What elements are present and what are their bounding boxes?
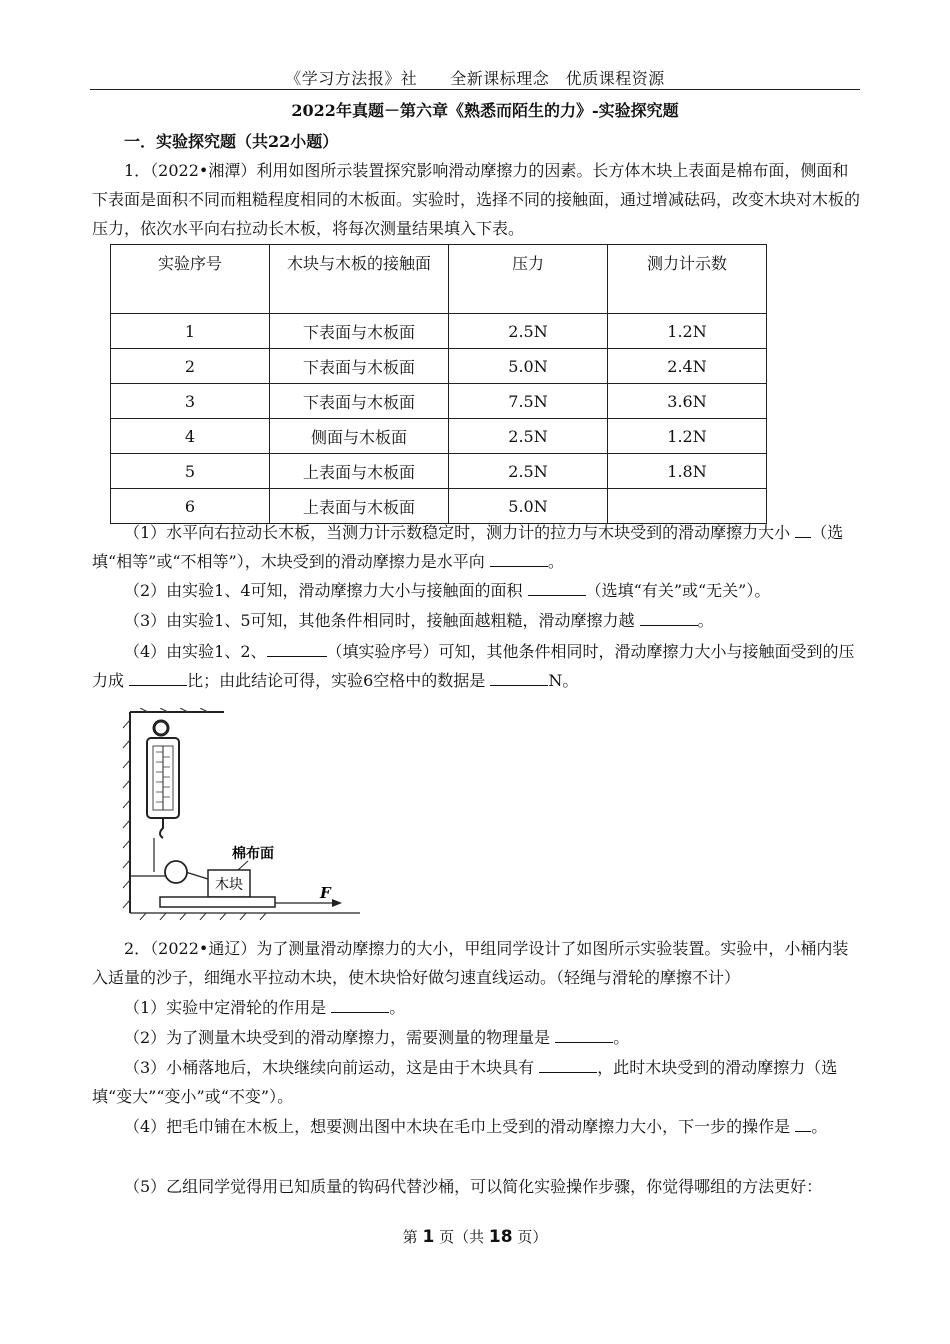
table-cell: 1.8N <box>608 454 767 489</box>
q1-part4-text-a: （4）由实验1、2、 <box>124 642 267 661</box>
q1-part1 <box>92 518 860 576</box>
q2-part2 <box>92 1023 860 1052</box>
header-divider <box>90 89 860 90</box>
table-cell: 5 <box>111 454 270 489</box>
q2-part2-text-a: （2）为了测量木块受到的滑动摩擦力，需要测量的物理量是 <box>124 1028 551 1047</box>
q2-part4-text-b: 。 <box>811 1117 828 1136</box>
spring-scale <box>147 721 179 838</box>
footer-suffix: 页） <box>517 1228 548 1246</box>
footer-middle: 页（共 <box>439 1228 485 1246</box>
table-cell: 下表面与木板面 <box>270 314 449 349</box>
cloth-surface-label: 棉布面 <box>232 846 274 862</box>
table-row <box>111 314 767 349</box>
q1-part3 <box>92 606 860 635</box>
table-cell: 2.5N <box>449 419 608 454</box>
block-label: 木块 <box>215 877 243 893</box>
q2-part4-text-a: （4）把毛巾铺在木板上，想要测出图中木块在毛巾上受到的滑动摩擦力大小，下一步的操作是 <box>124 1117 791 1136</box>
friction-apparatus-figure <box>120 708 360 920</box>
q1-part1-text-b: （选填“相等”或“不相等”），木块受到的滑动摩擦力是水平向 <box>92 523 844 571</box>
answer-blank[interactable] <box>129 671 187 686</box>
q1-part4-text-b: （填实验序号）可知，其他条件相同时，滑动摩擦力大小与接触面受到的压力成 <box>92 642 855 690</box>
answer-blank[interactable] <box>539 1058 597 1073</box>
table-header-cell: 测力计示数 <box>608 245 767 314</box>
table-cell: 2.5N <box>449 454 608 489</box>
q2-part5: （5）乙组同学觉得用已知质量的钩码代替沙桶，可以简化实验操作步骤，你觉得哪组的方法更好： <box>124 1177 823 1196</box>
pulley <box>165 861 187 883</box>
answer-blank[interactable] <box>490 552 548 567</box>
q1-part2-text-a: （2）由实验1、4可知，滑动摩擦力大小与接触面的面积 <box>124 581 523 600</box>
table-cell: 7.5N <box>449 384 608 419</box>
table-cell: 下表面与木板面 <box>270 384 449 419</box>
table-cell: 3.6N <box>608 384 767 419</box>
force-arrow-icon <box>275 899 342 907</box>
table-cell: 4 <box>111 419 270 454</box>
table-row <box>111 419 767 454</box>
q1-part4-text-c: 比；由此结论可得，实验6空格中的数据是 <box>187 671 486 690</box>
table-cell: 1 <box>111 314 270 349</box>
page-header: 《学习方法报》社 全新课标理念 优质课程资源 <box>285 69 665 88</box>
table-cell: 1.2N <box>608 419 767 454</box>
q2-part3-text-b: ，此时木块受到的滑动摩擦力 <box>597 1058 806 1077</box>
table-cell: 2.4N <box>608 349 767 384</box>
q1-part2-text-b: （选填“有关”或“无关”）。 <box>585 581 771 600</box>
table-cell: 3 <box>111 384 270 419</box>
answer-blank[interactable] <box>640 611 698 626</box>
q1-part3-text-b: 。 <box>697 611 714 630</box>
page-footer <box>0 1226 950 1247</box>
table-row <box>111 384 767 419</box>
total-pages: 18 <box>488 1227 513 1247</box>
answer-blank[interactable] <box>795 1117 811 1132</box>
q1-part4-text-d: N。 <box>548 671 579 690</box>
q2-part3-text-a: （3）小桶落地后，木块继续向前运动，这是由于木块具有 <box>124 1058 535 1077</box>
answer-blank[interactable] <box>528 581 586 596</box>
q1-part1-text-a: （1）水平向右拉动长木板，当测力计示数稳定时，测力计的拉力与木块受到的滑动摩擦力大小 <box>124 523 791 542</box>
table-cell: 1.2N <box>608 314 767 349</box>
table-cell: 6 <box>111 489 270 524</box>
table-header-row <box>111 245 767 314</box>
page-number: 1 <box>422 1227 435 1247</box>
q2-part1-text-b: 。 <box>389 998 406 1017</box>
q2-intro: 2．（2022•通辽）为了测量滑动摩擦力的大小，甲组同学设计了如图所示实验装置。实验中，小桶内装入适量的沙子，细绳水平拉动木块，使木块恰好做匀速直线运动。（轻绳与滑轮的摩擦不计） <box>92 939 849 987</box>
force-label: F <box>320 884 331 902</box>
q2-part3 <box>92 1053 860 1111</box>
q1-part2 <box>92 576 860 605</box>
experiment-table <box>110 244 767 524</box>
answer-blank[interactable] <box>490 671 548 686</box>
q1-part4 <box>92 637 860 695</box>
answer-blank[interactable] <box>267 642 327 657</box>
answer-blank[interactable] <box>555 1028 613 1043</box>
q2-part1-text-a: （1）实验中定滑轮的作用是 <box>124 998 327 1017</box>
table-cell: 2 <box>111 349 270 384</box>
table-cell: 2.5N <box>449 314 608 349</box>
table-cell: 5.0N <box>449 349 608 384</box>
table-cell: 下表面与木板面 <box>270 349 449 384</box>
q1-intro: 1．（2022•湘潭）利用如图所示装置探究影响滑动摩擦力的因素。长方体木块上表面是棉布面，侧面和下表面是面积不同而粗糙程度相同的木板面。实验时，选择不同的接触面，通过增减砝码，改变木块对木板的压力，依次水平向右拉动长木板，将每次测量结果填入下表。 <box>92 161 861 238</box>
q2-part3-text-c: （选填“变大”“变小”或“不变”）。 <box>92 1058 838 1106</box>
q2-part4 <box>92 1112 860 1141</box>
q1-part1-text-c: 。 <box>547 552 564 571</box>
document-title: 2022年真题－第六章《熟悉而陌生的力》-实验探究题 <box>291 101 679 120</box>
long-board <box>160 897 275 907</box>
table-header-cell: 木块与木板的接触面 <box>270 245 449 314</box>
wood-block <box>208 870 250 897</box>
table-header-cell: 压力 <box>449 245 608 314</box>
table-header-cell: 实验序号 <box>111 245 270 314</box>
answer-blank[interactable] <box>795 523 811 538</box>
table-cell: 侧面与木板面 <box>270 419 449 454</box>
table-cell: 5.0N <box>449 489 608 524</box>
table-cell: 上表面与木板面 <box>270 489 449 524</box>
table-cell: 上表面与木板面 <box>270 454 449 489</box>
q2-part2-text-b: 。 <box>613 1028 630 1047</box>
q2-part1 <box>92 993 860 1022</box>
table-row <box>111 349 767 384</box>
footer-prefix: 第 <box>402 1228 418 1246</box>
answer-blank[interactable] <box>331 998 389 1013</box>
section-title: 一．实验探究题（共22小题） <box>124 132 339 151</box>
table-row <box>111 454 767 489</box>
q1-part3-text-a: （3）由实验1、5可知，其他条件相同时，接触面越粗糙，滑动摩擦力越 <box>124 611 635 630</box>
